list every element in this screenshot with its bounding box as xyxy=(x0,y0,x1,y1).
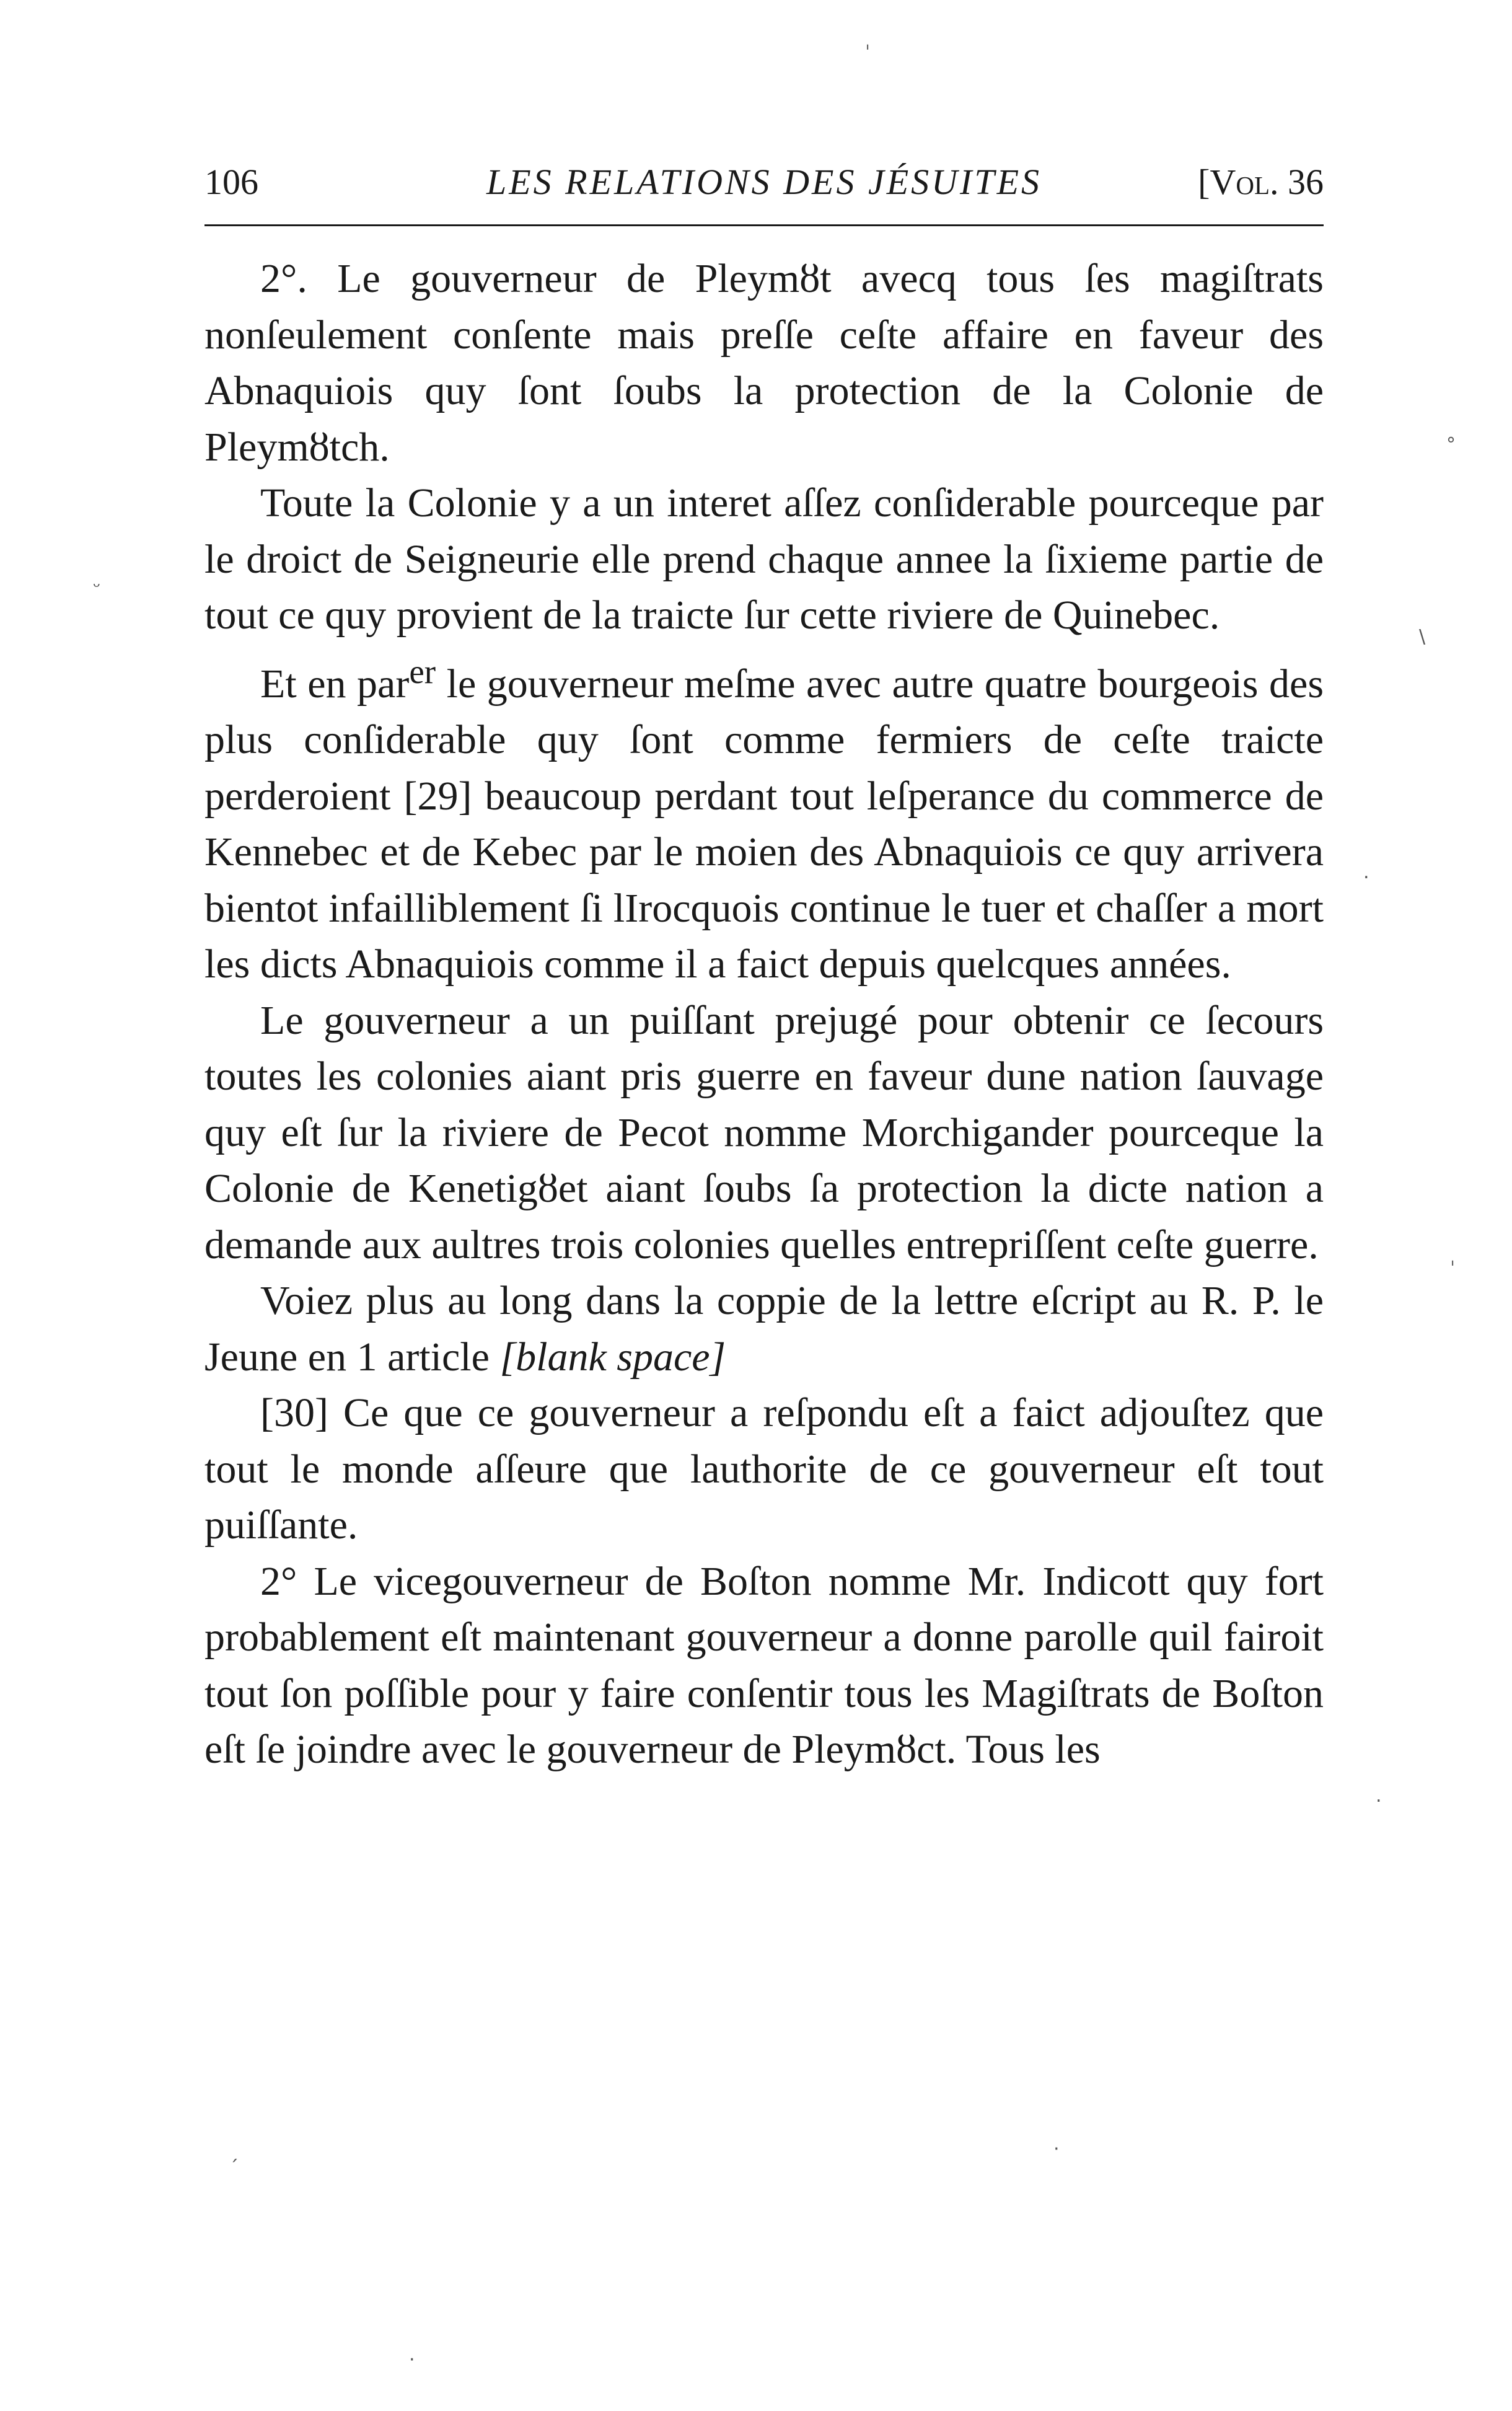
scan-speck: \ xyxy=(1419,626,1426,648)
scan-speck: . xyxy=(1363,862,1369,883)
paragraph-text: 2°. Le gouverneur de Pleymȣt avecq tous ſes magiſtrats nonſeulement conſente mais preſſe ceſte affaire en faveur des Abnaquiois quy ſont ſoubs la protection de la Colonie de Pleymȣtch. xyxy=(204,256,1324,470)
header-rule xyxy=(204,224,1324,226)
paragraph-text: [30] Ce que ce gouverneur a reſpondu eſt a faict adjouſtez que tout le monde aſſeure que lauthorite de ce gouverneur eſt tout puiſſante. xyxy=(204,1390,1324,1548)
editorial-note: [blank space] xyxy=(499,1334,726,1380)
paragraph-text: Toute la Colonie y a un interet aſſez conſiderable pourceque par le droict de Seigneurie elle prend chaque annee la ſixieme partie de tout ce quy provient de la traicte ſur cette riviere de Quinebec. xyxy=(204,480,1324,638)
scan-speck: ᵕ xyxy=(93,576,101,598)
superscript-abbrev: er xyxy=(409,652,436,690)
scan-speck: ° xyxy=(1446,434,1456,456)
paragraph-text: Le gouverneur a un puiſſant prejugé pour obtenir ce ſecours toutes les colonies aiant pris guerre en faveur dune nation ſauvage quy eſt ſur la riviere de Pecot nomme Morchigander pourceque la Colonie de Kenetigȣet aiant ſoubs ſa protection la dicte nation a demande aux aultres trois colonies quelles entrepriſſent ceſte guerre. xyxy=(204,997,1324,1267)
page-number: 106 xyxy=(204,162,258,202)
paragraph-text: 2° Le vicegouverneur de Boſton nomme Mr. Indicott quy fort probablement eſt maintenant gouverneur a donne parolle quil fairoit tout ſon poſſible pour y faire conſentir tous les Magiſtrats de Boſton eſt ſe joindre avec le gouverneur de Pleymȣct. Tous les xyxy=(204,1558,1324,1772)
scan-speck: ˈ xyxy=(1450,1258,1456,1280)
paragraph-text: Voiez plus au long dans la coppie de la lettre eſcript au R. P. le Jeune en 1 article xyxy=(204,1278,1324,1380)
paragraph xyxy=(204,475,1324,644)
running-title: LES RELATIONS DES JÉSUITES xyxy=(486,162,1042,202)
paragraph xyxy=(204,644,1324,993)
scan-speck: ˈ xyxy=(865,42,871,64)
paragraph-text: le gouverneur meſme avec autre quatre bourgeois des plus conſiderable quy ſont comme fermiers de ceſte traicte perderoient [29] beaucoup perdant tout leſperance du commerce de Kennebec et de Kebec par le moien des Abnaquiois ce quy arrivera bientot infailliblement ſi lIrocquois continue le tuer et chaſſer a mort les dicts Abnaquiois comme il a faict depuis quelcques années. xyxy=(204,661,1324,987)
scan-speck: ˊ xyxy=(229,2157,239,2179)
body-text xyxy=(204,251,1324,1778)
paragraph xyxy=(204,1273,1324,1385)
scan-speck: · xyxy=(409,2349,415,2371)
paragraph-text: Et en par xyxy=(260,661,410,707)
paragraph xyxy=(204,1554,1324,1778)
paragraph xyxy=(204,993,1324,1274)
volume-label: [Vol. 36 xyxy=(1198,162,1324,202)
scan-speck: . xyxy=(1376,1785,1382,1807)
scan-speck: · xyxy=(1053,2138,1060,2160)
paragraph xyxy=(204,1385,1324,1554)
page-header xyxy=(204,155,1324,211)
paragraph xyxy=(204,251,1324,475)
